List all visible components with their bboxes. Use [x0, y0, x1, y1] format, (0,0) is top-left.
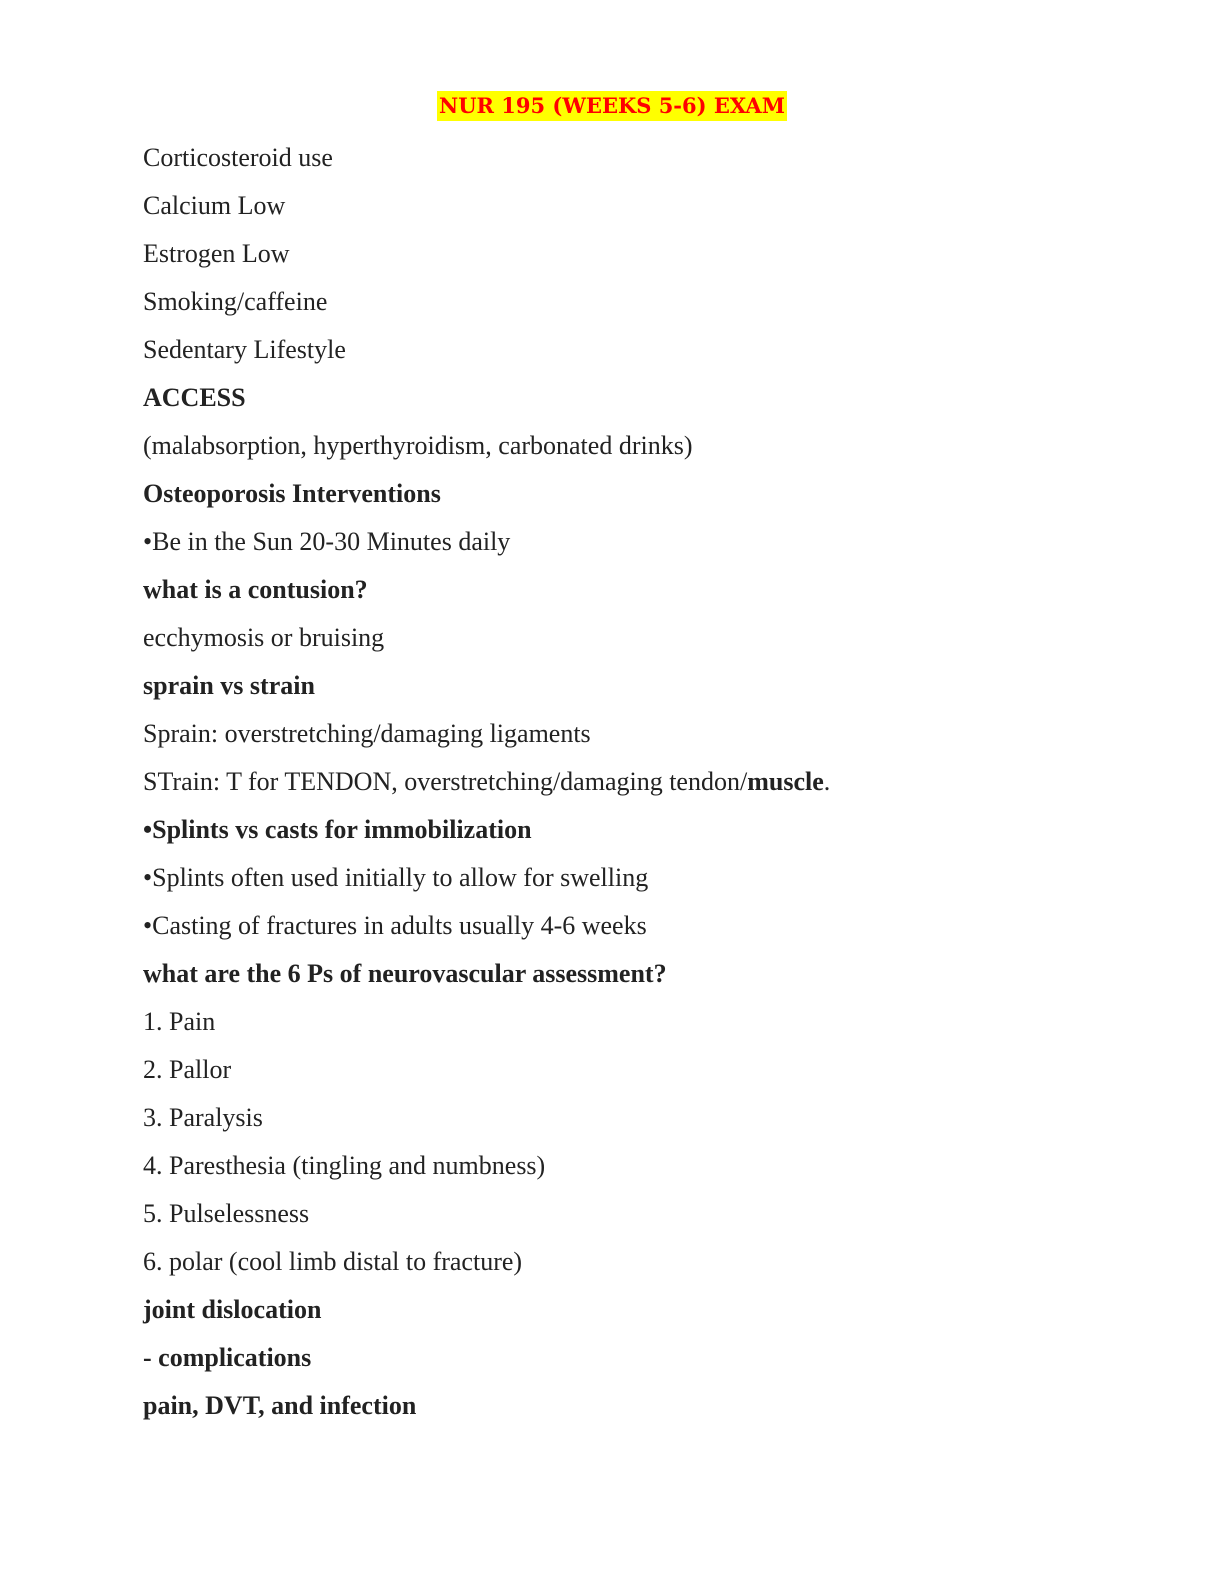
- access-details: (malabsorption, hyperthyroidism, carbonated drinks): [143, 431, 693, 460]
- heading-access: ACCESS: [143, 383, 246, 412]
- heading-sprain-vs-strain: sprain vs strain: [143, 671, 315, 700]
- casting-note: •Casting of fractures in adults usually 4-6 weeks: [143, 911, 647, 940]
- list-item-pulselessness: 5. Pulselessness: [143, 1199, 310, 1228]
- heading-splints-vs-casts: •Splints vs casts for immobilization: [143, 815, 532, 844]
- complications-list: pain, DVT, and infection: [143, 1391, 417, 1420]
- heading-joint-dislocation: joint dislocation: [143, 1295, 322, 1324]
- strain-definition-text: STrain: T for TENDON, overstretching/damaging tendon/: [143, 767, 748, 796]
- notes-body: [143, 140, 1143, 1436]
- risk-calcium: Calcium Low: [143, 191, 286, 220]
- strain-definition-end: .: [823, 767, 831, 796]
- splints-note: •Splints often used initially to allow for swelling: [143, 863, 649, 892]
- list-item-pallor: 2. Pallor: [143, 1055, 232, 1084]
- risk-sedentary: Sedentary Lifestyle: [143, 335, 346, 364]
- risk-smoking: Smoking/caffeine: [143, 287, 328, 316]
- strain-definition: [143, 764, 1143, 812]
- heading-osteoporosis-interventions: Osteoporosis Interventions: [143, 479, 441, 508]
- list-item-polar: 6. polar (cool limb distal to fracture): [143, 1247, 523, 1276]
- page-title: NUR 195 (WEEKS 5-6) EXAM: [437, 91, 787, 121]
- question-contusion: what is a contusion?: [143, 575, 368, 604]
- answer-contusion: ecchymosis or bruising: [143, 623, 385, 652]
- list-item-pain: 1. Pain: [143, 1007, 216, 1036]
- title-container: [0, 91, 1224, 121]
- intervention-sun: •Be in the Sun 20-30 Minutes daily: [143, 527, 511, 556]
- question-6-ps: what are the 6 Ps of neurovascular assessment?: [143, 959, 667, 988]
- strain-definition-bold: muscle: [747, 767, 824, 796]
- list-item-paralysis: 3. Paralysis: [143, 1103, 263, 1132]
- risk-corticosteroid: Corticosteroid use: [143, 143, 333, 172]
- heading-complications: - complications: [143, 1343, 312, 1372]
- sprain-definition: Sprain: overstretching/damaging ligaments: [143, 719, 591, 748]
- risk-estrogen: Estrogen Low: [143, 239, 290, 268]
- list-item-paresthesia: 4. Paresthesia (tingling and numbness): [143, 1151, 546, 1180]
